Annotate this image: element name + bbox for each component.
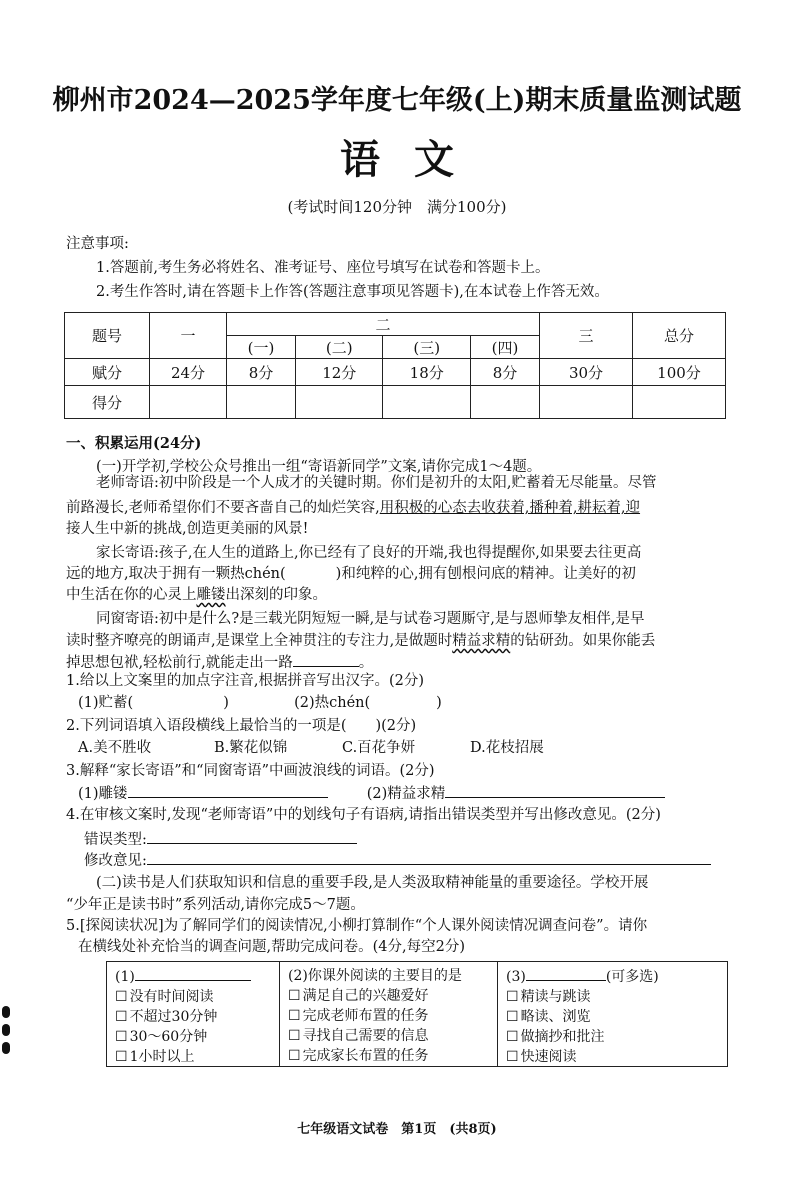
note-item-2: 2.考生作答时,请在答题卡上作答(答题注意事项见答题卡),在本试卷上作答无效。 (96, 284, 609, 300)
page-title: 柳州市2024—2025学年度七年级(上)期末质量监测试题 (52, 85, 742, 116)
survey-option[interactable]: ☐ 30～60分钟 (115, 1027, 271, 1047)
survey-col-1-title (115, 966, 271, 987)
score-input-cell[interactable] (540, 386, 633, 419)
score-cell: 24分 (150, 359, 227, 386)
survey-option[interactable]: ☐ 满足自己的兴趣爱好 (288, 986, 489, 1006)
teacher-underlined-sentence: 用积极的心态去收获着,播种着,耕耘着,迎 (379, 500, 641, 516)
score-input-cell[interactable] (383, 386, 470, 419)
survey-option[interactable]: ☐ 略读、浏览 (506, 1007, 719, 1027)
parent-line-3 (66, 585, 327, 605)
survey-col-3-title-text: (3) (506, 969, 526, 985)
parent-line-2-a: 远的地方,取决于拥有一颗热chén( (66, 566, 286, 582)
question-4-revision (84, 850, 711, 871)
binding-hole-icon (2, 1024, 10, 1036)
survey-option[interactable]: ☐ 不超过30分钟 (115, 1007, 271, 1027)
peer-line-1: 同窗寄语:初中是什么?是三载光阴短短一瞬,是与试卷习题厮守,是与恩师挚友相伴,是早 (96, 611, 645, 627)
wavy-word-jingyiqiujing: 精益求精 (452, 633, 511, 649)
option-d[interactable]: D.花枝招展 (470, 740, 544, 756)
peer-line-2-a: 读时整齐嘹亮的朗诵声,是课堂上全神贯注的专注力,是做题时 (66, 633, 453, 649)
option-b[interactable]: B.繁花似锦 (214, 740, 288, 756)
peer-line-2-b: 的钻研劲。如果你能丢 (510, 633, 656, 649)
survey-option[interactable]: ☐ 做摘抄和批注 (506, 1027, 719, 1047)
question-3-parts (78, 783, 665, 804)
survey-option[interactable]: ☐ 完成家长布置的任务 (288, 1046, 489, 1066)
question-1b: (2)热chén( (294, 695, 371, 711)
score-table-label-no: 题号 (65, 313, 150, 359)
score-table-sub-3: (三) (383, 336, 470, 359)
exam-info: (考试时间120分钟 满分100分) (287, 198, 507, 216)
question-4a-label: 错误类型: (84, 832, 147, 848)
score-table-sub-1: (一) (227, 336, 296, 359)
survey-question-blank-1[interactable] (135, 966, 251, 981)
survey-option[interactable]: ☐ 1小时以上 (115, 1047, 271, 1067)
wavy-word-diaolou: 雕镂 (196, 587, 226, 603)
score-input-cell[interactable] (470, 386, 539, 419)
teacher-line-3: 接人生中新的挑战,创造更美丽的风景! (66, 521, 309, 537)
fill-blank[interactable] (293, 652, 359, 667)
parent-line-3-b: 出深刻的印象。 (225, 587, 327, 603)
notes-heading: 注意事项: (66, 236, 129, 252)
peer-line-3 (66, 652, 373, 673)
note-item-1: 1.答题前,考生务必将姓名、准考证号、座位号填写在试卷和答题卡上。 (96, 260, 550, 276)
survey-col-3-title (506, 966, 719, 987)
question-3b: (2)精益求精 (366, 786, 446, 802)
score-table-label-points: 赋分 (65, 359, 150, 386)
answer-line-4a[interactable] (147, 829, 357, 844)
option-c[interactable]: C.百花争妍 (342, 740, 416, 756)
answer-line-3b[interactable] (445, 783, 665, 798)
section1-heading: 一、积累运用(24分) (66, 435, 202, 452)
question-3: 3.解释“家长寄语”和“同窗寄语”中画波浪线的词语。(2分) (66, 763, 435, 779)
question-1-parts (78, 693, 442, 713)
score-table-sub-4: (四) (470, 336, 539, 359)
question-3a: (1)雕镂 (78, 786, 128, 802)
answer-line-4b[interactable] (147, 850, 711, 865)
survey-option[interactable]: ☐ 寻找自己需要的信息 (288, 1026, 489, 1046)
question-4b-label: 修改意见: (84, 853, 147, 869)
score-table (64, 312, 726, 419)
teacher-line-2-text: 前路漫长,老师希望你们不要吝啬自己的灿烂笑容, (66, 500, 380, 516)
score-table-label-got: 得分 (65, 386, 150, 419)
subject-title: 语文 (340, 136, 488, 183)
score-input-cell[interactable] (227, 386, 296, 419)
survey-option[interactable]: ☐ 精读与跳读 (506, 987, 719, 1007)
part1-intro: (一)开学初,学校公众号推出一组“寄语新同学”文案,请你完成1～4题。 (96, 459, 542, 475)
survey-option[interactable]: ☐ 快速阅读 (506, 1047, 719, 1067)
parent-line-2-b: )和纯粹的心,拥有刨根问底的精神。让美好的初 (335, 566, 636, 582)
survey-col-1 (107, 962, 279, 1066)
score-table-sub-2: (二) (296, 336, 383, 359)
question-1: 1.给以上文案里的加点字注音,根据拼音写出汉字。(2分) (66, 673, 424, 689)
score-table-col-2: 二 (227, 313, 540, 336)
peer-line-3-b: 。 (358, 655, 374, 671)
teacher-line-2 (66, 498, 640, 518)
score-input-cell[interactable] (296, 386, 383, 419)
question-1b-close: ) (436, 695, 442, 711)
survey-col-2 (279, 962, 497, 1066)
parent-line-1: 家长寄语:孩子,在人生的道路上,你已经有了良好的开端,我也得提醒你,如果要去往更高 (96, 545, 642, 561)
survey-col-1-title-text: (1) (115, 969, 135, 985)
survey-col-3-note: (可多选) (605, 969, 659, 985)
question-2-options (78, 738, 718, 758)
question-5-line-1: 5.[探阅读状况]为了解同学们的阅读情况,小柳打算制作“个人课外阅读情况调查问卷”。请你 (66, 918, 648, 934)
question-4: 4.在审核文案时,发现“老师寄语”中的划线句子有语病,请指出错误类型并写出修改意见。(2分) (66, 807, 661, 823)
survey-option[interactable]: ☐ 没有时间阅读 (115, 987, 271, 1007)
score-table-col-3: 三 (540, 313, 633, 359)
score-input-cell[interactable] (150, 386, 227, 419)
option-a[interactable]: A.美不胜收 (78, 740, 152, 756)
answer-line-3a[interactable] (128, 783, 328, 798)
parent-line-2 (66, 564, 636, 584)
binding-hole-icon (2, 1006, 10, 1018)
question-4-error-type (84, 829, 357, 850)
page-footer: 七年级语文试卷 第1页 (共8页) (297, 1122, 497, 1137)
survey-table (106, 961, 728, 1067)
score-cell: 100分 (633, 359, 726, 386)
peer-line-3-a: 掉思想包袱,轻松前行,就能走出一路 (66, 655, 293, 671)
score-cell: 8分 (470, 359, 539, 386)
binding-hole-icon (2, 1042, 10, 1054)
score-input-cell[interactable] (633, 386, 726, 419)
survey-option[interactable]: ☐ 完成老师布置的任务 (288, 1006, 489, 1026)
score-table-col-1: 一 (150, 313, 227, 359)
score-cell: 8分 (227, 359, 296, 386)
peer-line-2 (66, 631, 655, 651)
survey-col-3 (497, 962, 727, 1066)
survey-question-blank-3[interactable] (526, 966, 606, 981)
question-1a: (1)贮蓄( (78, 695, 134, 711)
part2-line-1: (二)读书是人们获取知识和信息的重要手段,是人类汲取精神能量的重要途径。学校开展 (96, 875, 649, 891)
parent-line-3-a: 中生活在你的心灵上 (66, 587, 197, 603)
score-cell: 12分 (296, 359, 383, 386)
question-2: 2.下列词语填入语段横线上最恰当的一项是( )(2分) (66, 718, 417, 734)
score-table-col-total: 总分 (633, 313, 726, 359)
teacher-line-1: 老师寄语:初中阶段是一个人成才的关键时期。你们是初升的太阳,贮蓄着无尽能量。尽管 (96, 475, 657, 491)
score-cell: 18分 (383, 359, 470, 386)
question-1a-close: ) (223, 695, 229, 711)
part2-line-2: “少年正是读书时”系列活动,请你完成5～7题。 (66, 897, 365, 913)
score-cell: 30分 (540, 359, 633, 386)
question-5-line-2: 在横线处补充恰当的调查问题,帮助完成问卷。(4分,每空2分) (78, 939, 465, 955)
survey-col-2-title: (2)你课外阅读的主要目的是 (288, 968, 462, 984)
